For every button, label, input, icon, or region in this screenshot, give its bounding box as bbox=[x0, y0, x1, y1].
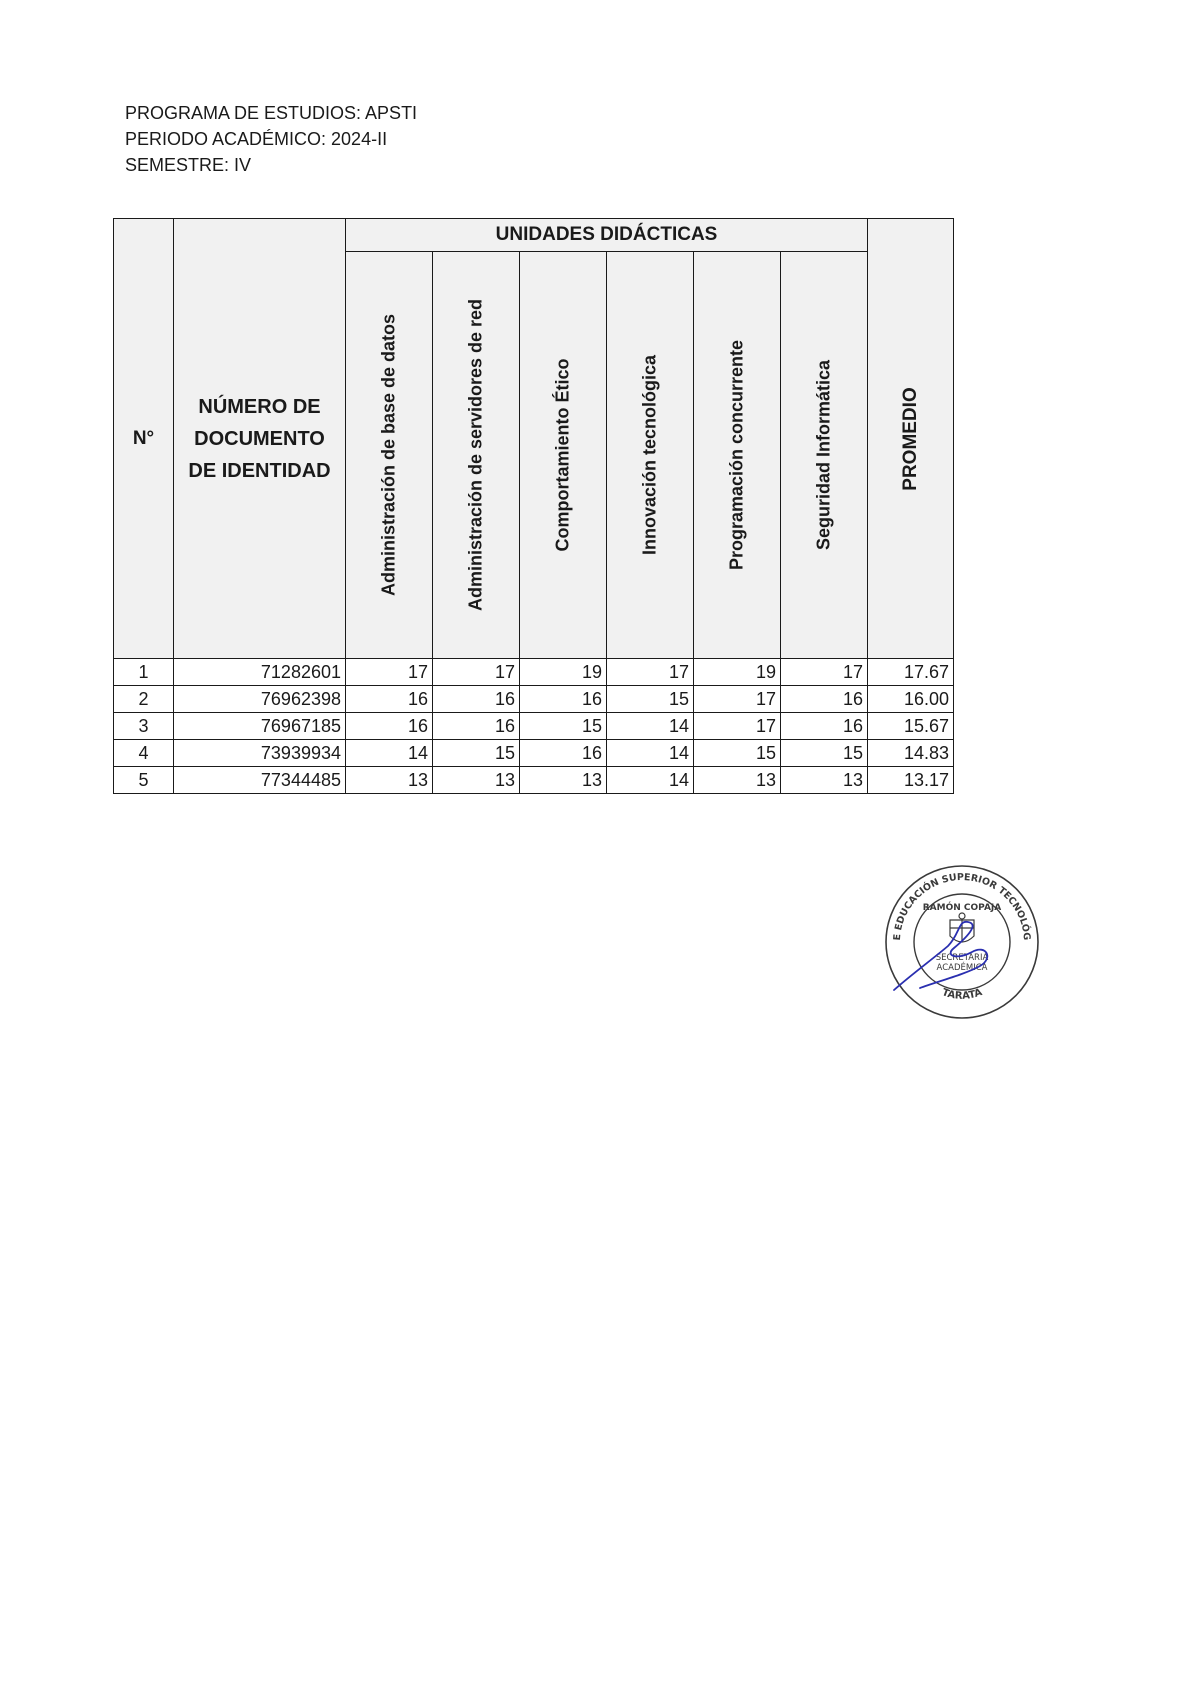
grade-cell: 15 bbox=[694, 740, 781, 767]
unit-label: Administración de servidores de red bbox=[465, 298, 486, 612]
grade-cell: 14 bbox=[346, 740, 433, 767]
doc-header-line: DE IDENTIDAD bbox=[188, 459, 331, 482]
grade-cell: 17 bbox=[781, 659, 868, 686]
unit-header-concurrent bbox=[694, 252, 781, 659]
grade-cell: 16 bbox=[433, 686, 520, 713]
grade-cell: 14 bbox=[607, 740, 694, 767]
table-row bbox=[114, 740, 954, 767]
average-cell: 16.00 bbox=[868, 686, 954, 713]
grade-cell: 17 bbox=[694, 686, 781, 713]
grade-cell: 15 bbox=[607, 686, 694, 713]
grade-cell: 19 bbox=[694, 659, 781, 686]
grade-cell: 13 bbox=[520, 767, 607, 794]
document-number: 77344485 bbox=[174, 767, 346, 794]
semester-label: SEMESTRE: IV bbox=[125, 155, 252, 175]
col-document-header bbox=[174, 219, 346, 659]
units-group-header: UNIDADES DIDÁCTICAS bbox=[346, 219, 868, 252]
grade-cell: 16 bbox=[346, 713, 433, 740]
grade-cell: 16 bbox=[520, 740, 607, 767]
grade-cell: 14 bbox=[607, 767, 694, 794]
col-number-header: N° bbox=[114, 219, 174, 659]
grade-cell: 17 bbox=[346, 659, 433, 686]
table-row bbox=[114, 659, 954, 686]
document-number: 76962398 bbox=[174, 686, 346, 713]
col-average-header bbox=[868, 219, 954, 659]
seal-center-line: SECRETARIA bbox=[935, 953, 989, 963]
grade-cell: 16 bbox=[433, 713, 520, 740]
table-row bbox=[114, 686, 954, 713]
unit-header-database bbox=[346, 252, 433, 659]
grade-cell: 13 bbox=[694, 767, 781, 794]
grade-cell: 16 bbox=[781, 713, 868, 740]
seal-city-text: TARATA bbox=[940, 987, 984, 1002]
row-number: 4 bbox=[114, 740, 174, 767]
row-number: 1 bbox=[114, 659, 174, 686]
grade-cell: 13 bbox=[433, 767, 520, 794]
grade-cell: 13 bbox=[781, 767, 868, 794]
average-cell: 14.83 bbox=[868, 740, 954, 767]
unit-header-security bbox=[781, 252, 868, 659]
unit-label: Seguridad Informática bbox=[813, 359, 834, 551]
document-header bbox=[125, 100, 417, 178]
grade-cell: 16 bbox=[781, 686, 868, 713]
row-number: 5 bbox=[114, 767, 174, 794]
seal-name-text: RAMÓN COPAJA bbox=[922, 903, 1002, 913]
average-cell: 17.67 bbox=[868, 659, 954, 686]
document-number: 73939934 bbox=[174, 740, 346, 767]
grade-cell: 14 bbox=[607, 713, 694, 740]
seal-outer-text: E EDUCACIÓN SUPERIOR TECNOLÓG bbox=[891, 871, 1033, 941]
average-cell: 15.67 bbox=[868, 713, 954, 740]
seal-center-line: ACADÉMICA bbox=[936, 963, 988, 973]
unit-label: Innovación tecnológica bbox=[639, 354, 660, 556]
grade-cell: 17 bbox=[607, 659, 694, 686]
period-label: PERIODO ACADÉMICO: 2024-II bbox=[125, 129, 388, 149]
seal-graphic bbox=[882, 862, 1042, 1022]
unit-header-ethics bbox=[520, 252, 607, 659]
grade-cell: 13 bbox=[346, 767, 433, 794]
row-number: 3 bbox=[114, 713, 174, 740]
average-header-label: PROMEDIO bbox=[899, 386, 921, 491]
grades-table bbox=[113, 218, 954, 794]
doc-header-line: NÚMERO DE bbox=[198, 395, 321, 418]
document-number: 76967185 bbox=[174, 713, 346, 740]
grade-cell: 15 bbox=[781, 740, 868, 767]
unit-label: Programación concurrente bbox=[726, 339, 747, 571]
grade-cell: 15 bbox=[433, 740, 520, 767]
row-number: 2 bbox=[114, 686, 174, 713]
official-seal bbox=[882, 862, 1042, 1022]
grade-cell: 16 bbox=[520, 686, 607, 713]
program-label: PROGRAMA DE ESTUDIOS: APSTI bbox=[125, 103, 418, 123]
doc-header-line: DOCUMENTO bbox=[194, 427, 325, 450]
table-row bbox=[114, 767, 954, 794]
document-number: 71282601 bbox=[174, 659, 346, 686]
average-cell: 13.17 bbox=[868, 767, 954, 794]
grade-cell: 16 bbox=[346, 686, 433, 713]
grade-cell: 19 bbox=[520, 659, 607, 686]
grade-cell: 17 bbox=[694, 713, 781, 740]
unit-label: Administración de base de datos bbox=[378, 313, 399, 597]
unit-label: Comportamiento Ético bbox=[552, 358, 573, 552]
table-row bbox=[114, 713, 954, 740]
unit-header-innovation bbox=[607, 252, 694, 659]
grade-cell: 17 bbox=[433, 659, 520, 686]
unit-header-servers bbox=[433, 252, 520, 659]
grade-cell: 15 bbox=[520, 713, 607, 740]
